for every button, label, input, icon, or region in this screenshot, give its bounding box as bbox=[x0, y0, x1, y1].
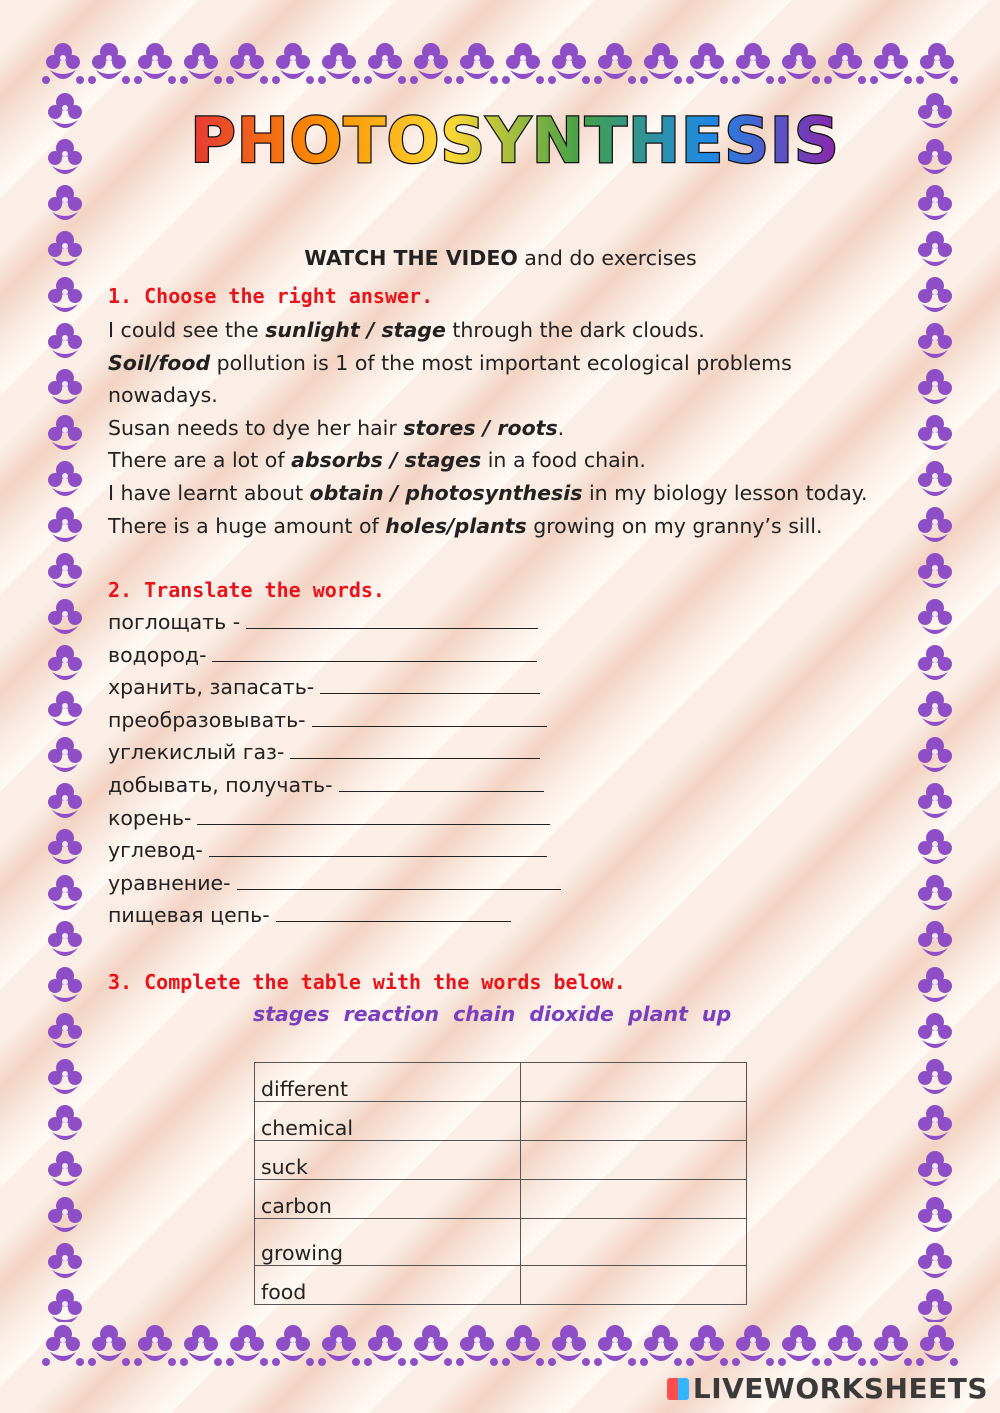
sentence-text: Susan needs to dye her hair bbox=[108, 415, 404, 440]
instruction-bold: WATCH THE VIDEO bbox=[304, 246, 518, 270]
table-row bbox=[255, 1063, 747, 1102]
sentence-text: in my biology lesson today. bbox=[582, 481, 868, 505]
exercise1-sentence bbox=[108, 318, 705, 342]
answer-blank[interactable] bbox=[290, 740, 540, 759]
answer-blank[interactable] bbox=[276, 903, 511, 922]
logo-text: LIVEWORKSHEETS bbox=[692, 1372, 988, 1405]
russian-word: углекислый газ- bbox=[108, 740, 285, 765]
sentence-text: growing on my granny’s sill. bbox=[526, 513, 823, 538]
table-word: food bbox=[255, 1266, 521, 1305]
exercise1-sentence bbox=[108, 383, 218, 407]
word-bank-item: stages bbox=[253, 1002, 330, 1026]
answer-blank[interactable] bbox=[209, 838, 547, 857]
translate-row bbox=[108, 903, 511, 927]
table-word: suck bbox=[255, 1141, 521, 1180]
instruction-line bbox=[108, 246, 893, 270]
flower-border-bottom bbox=[40, 1322, 960, 1372]
translate-row bbox=[108, 773, 544, 797]
exercise3-heading: 3. Complete the table with the words below. bbox=[108, 970, 626, 994]
answer-choice[interactable]: Soil/food bbox=[108, 350, 211, 375]
table-answer-cell[interactable] bbox=[521, 1266, 747, 1305]
page-title bbox=[0, 100, 1000, 195]
table-word: growing bbox=[255, 1219, 521, 1266]
russian-word: корень- bbox=[108, 805, 192, 830]
table-row bbox=[255, 1219, 747, 1266]
word-bank-item: plant bbox=[627, 1002, 688, 1026]
sentence-text: pollution is 1 of the most important ecological problems bbox=[210, 350, 792, 375]
exercise1-sentence bbox=[108, 448, 646, 472]
table-row bbox=[255, 1102, 747, 1141]
exercise1-sentence bbox=[108, 481, 868, 505]
russian-word: преобразовывать- bbox=[108, 707, 306, 732]
answer-choice[interactable]: holes/plants bbox=[385, 513, 527, 538]
exercise3-table bbox=[254, 1062, 747, 1305]
word-bank-item: dioxide bbox=[529, 1002, 614, 1026]
flower-border-right bbox=[910, 90, 960, 1322]
answer-choice[interactable]: sunlight / stage bbox=[265, 318, 446, 342]
translate-row bbox=[108, 806, 550, 830]
exercise1-sentence bbox=[108, 514, 823, 538]
answer-choice[interactable]: absorbs / stages bbox=[291, 448, 482, 473]
table-answer-cell[interactable] bbox=[521, 1180, 747, 1219]
table-answer-cell[interactable] bbox=[521, 1063, 747, 1102]
russian-word: углевод- bbox=[108, 838, 203, 863]
answer-blank[interactable] bbox=[312, 708, 547, 727]
exercise1-sentence bbox=[108, 416, 564, 440]
word-bank bbox=[253, 1002, 745, 1026]
answer-choice[interactable]: stores / roots bbox=[403, 415, 558, 440]
translate-row bbox=[108, 838, 547, 862]
russian-word: водород- bbox=[108, 642, 207, 667]
russian-word: пищевая цепь- bbox=[108, 903, 270, 928]
exercise1-sentence bbox=[108, 351, 792, 375]
translate-row bbox=[108, 740, 540, 764]
word-bank-item: up bbox=[701, 1002, 732, 1026]
flower-border-top bbox=[40, 40, 960, 90]
answer-blank[interactable] bbox=[339, 773, 544, 792]
table-row bbox=[255, 1266, 747, 1305]
sentence-text: I could see the bbox=[108, 318, 266, 342]
sentence-text: There are a lot of bbox=[108, 448, 292, 473]
sentence-text: in a food chain. bbox=[481, 448, 646, 473]
answer-blank[interactable] bbox=[320, 675, 540, 694]
sentence-text: I have learnt about bbox=[108, 481, 310, 505]
table-answer-cell[interactable] bbox=[521, 1102, 747, 1141]
table-word: carbon bbox=[255, 1180, 521, 1219]
exercise2-heading: 2. Translate the words. bbox=[108, 578, 385, 602]
sentence-text: nowadays. bbox=[108, 383, 218, 408]
table-word: chemical bbox=[255, 1102, 521, 1141]
translate-row bbox=[108, 871, 561, 895]
logo-icon bbox=[667, 1378, 689, 1400]
exercise1-heading: 1. Choose the right answer. bbox=[108, 284, 434, 308]
flower-border-left bbox=[40, 90, 90, 1322]
answer-choice[interactable]: obtain / photosynthesis bbox=[309, 481, 583, 505]
answer-blank[interactable] bbox=[197, 806, 550, 825]
answer-blank[interactable] bbox=[237, 871, 561, 890]
sentence-text: There is a huge amount of bbox=[108, 513, 386, 538]
sentence-text: . bbox=[557, 415, 565, 440]
word-bank-item: reaction bbox=[343, 1002, 440, 1026]
table-answer-cell[interactable] bbox=[521, 1219, 747, 1266]
liveworksheets-logo bbox=[667, 1372, 988, 1405]
translate-row bbox=[108, 610, 538, 634]
table-row bbox=[255, 1180, 747, 1219]
instruction-rest: and do exercises bbox=[517, 246, 697, 270]
russian-word: хранить, запасать- bbox=[108, 675, 315, 700]
table-row bbox=[255, 1141, 747, 1180]
table-answer-cell[interactable] bbox=[521, 1141, 747, 1180]
translate-row bbox=[108, 675, 540, 699]
word-bank-item: chain bbox=[453, 1002, 516, 1026]
translate-row bbox=[108, 643, 537, 667]
russian-word: уравнение- bbox=[108, 870, 231, 895]
answer-blank[interactable] bbox=[246, 610, 538, 629]
translate-row bbox=[108, 708, 547, 732]
sentence-text: through the dark clouds. bbox=[445, 318, 705, 342]
page-title-text: PHOTOSYNTHESIS bbox=[190, 104, 840, 177]
answer-blank[interactable] bbox=[212, 643, 537, 662]
table-word: different bbox=[255, 1063, 521, 1102]
russian-word: поглощать - bbox=[108, 610, 241, 634]
russian-word: добывать, получать- bbox=[108, 773, 333, 797]
